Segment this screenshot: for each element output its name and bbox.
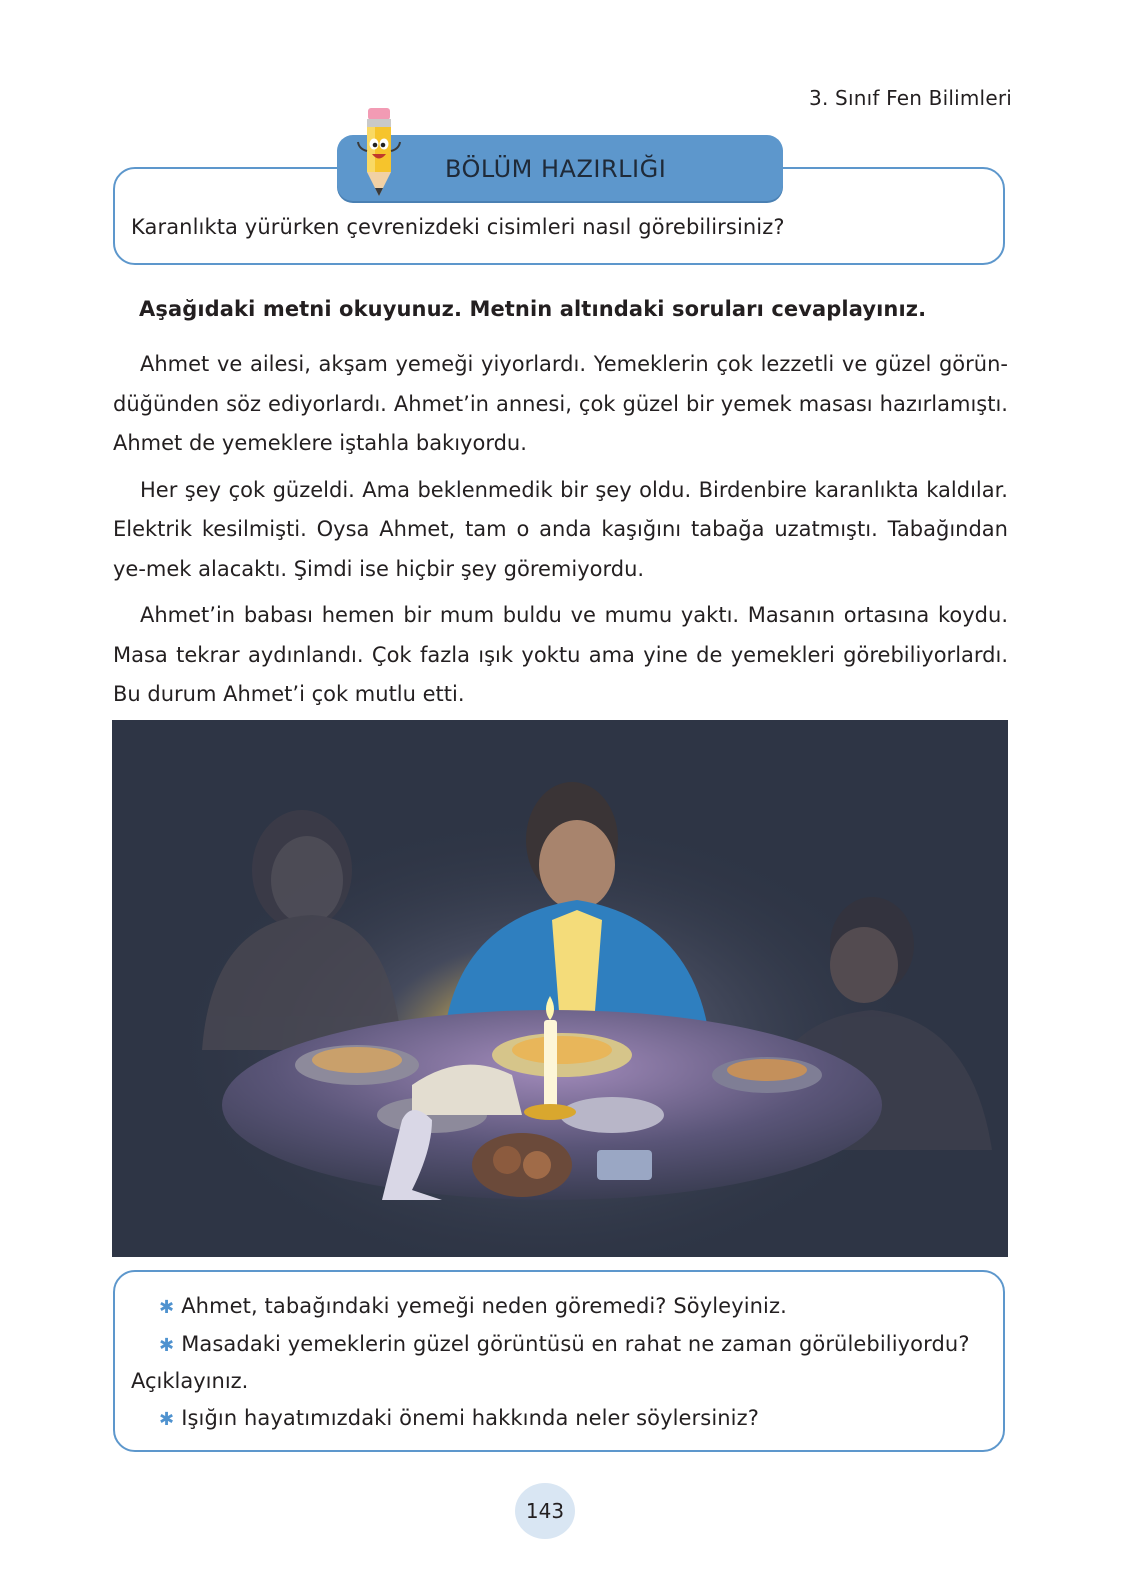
story-paragraph: Her şey çok güzeldi. Ama beklenmedik bir şey oldu. Birdenbire karanlıkta kaldılar. Elektrik kesilmişti. Oysa Ahmet, tam o anda kaşığını tabağa uzatmıştı. Tabağından ye-mek alacaktı. Şimdi ise hiçbir şey göremiyordu. <box>113 477 1008 581</box>
story-paragraph: Ahmet’in babası hemen bir mum buldu ve mumu yaktı. Masanın ortasına koydu. Masa tekrar aydınlandı. Çok fazla ışık yoktu ama yine de yemekleri görebiliyorlardı. Bu durum Ahmet’i çok mutlu etti. <box>113 603 1008 706</box>
candle <box>544 1020 557 1108</box>
questions-box <box>113 1270 1005 1452</box>
preparation-question: Karanlıkta yürürken çevrenizdeki cisimleri nasıl görebilirsiniz? <box>131 215 785 239</box>
question-continuation: Açıklayınız. <box>131 1369 249 1393</box>
story-paragraph: Ahmet ve ailesi, akşam yemeği yiyorlardı. Yemeklerin çok lezzetli ve güzel görün-düğünden söz ediyorlardı. Ahmet’in annesi, çok güzel bir yemek masası hazırlamıştı. Ahmet de yemeklere iştahla bakıyordu. <box>113 352 1008 455</box>
section-header-tab <box>337 135 783 201</box>
candle-dinner-illustration <box>112 720 1008 1257</box>
pencil-mascot-icon <box>353 106 403 198</box>
page-number: 143 <box>515 1483 575 1539</box>
question-item: ✱ Işığın hayatımızdaki önemi hakkında neler söylersiniz? <box>159 1406 759 1430</box>
asterisk-icon: ✱ <box>159 1409 175 1430</box>
story-text <box>113 345 1008 722</box>
book-title: 3. Sınıf Fen Bilimleri <box>809 86 1012 110</box>
question-item: ✱ Masadaki yemeklerin güzel görüntüsü en rahat ne zaman görülebiliyordu? <box>159 1332 970 1356</box>
asterisk-icon: ✱ <box>159 1335 175 1356</box>
reading-instruction: Aşağıdaki metni okuyunuz. Metnin altındaki soruları cevaplayınız. <box>139 297 927 321</box>
asterisk-icon: ✱ <box>159 1297 175 1318</box>
section-title: BÖLÜM HAZIRLIĞI <box>445 155 667 183</box>
question-item: ✱ Ahmet, tabağındaki yemeği neden göremedi? Söyleyiniz. <box>159 1294 787 1318</box>
